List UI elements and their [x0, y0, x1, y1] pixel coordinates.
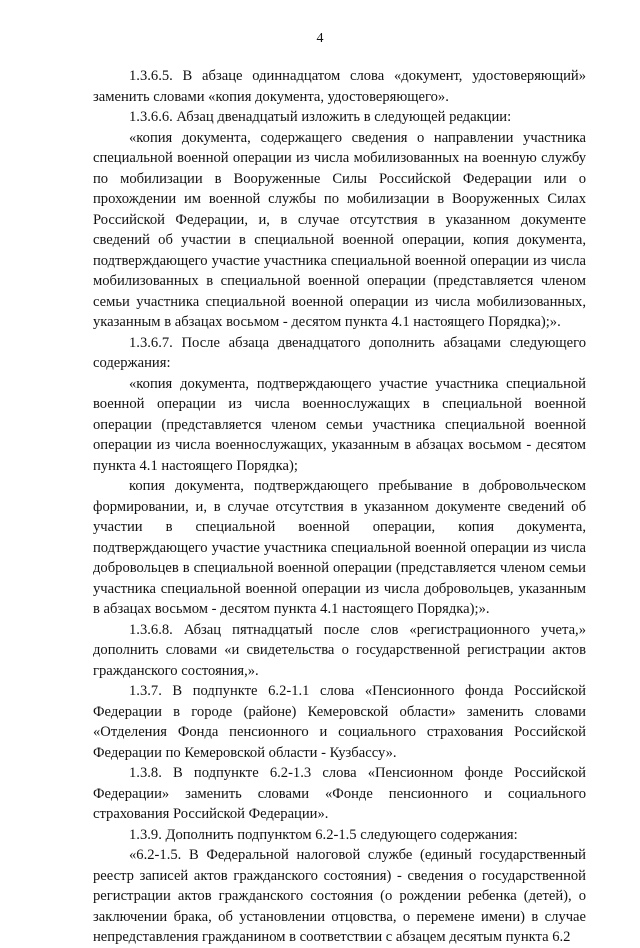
paragraph-quote-mobilized: «копия документа, содержащего сведения о направлении участника специальной военной операции из числа мобилизованных на военную службу по мобилизации в Вооруженные Силы Российской Федерации или о прохождении им военной службы по мобилизации в Вооруженных Силах Российской Федерации, и, в случае отсутствия в указанном документе сведений об участии в специальной военной операции, копия документа, подтверждающего участие участника специальной военной операции из числа мобилизованных в специальной военной операции (представляется членом семьи участника специальной военной операции из числа мобилизованных, указанным в абзацах восьмом - десятом пункта 4.1 настоящего Порядка);».	[93, 129, 586, 330]
paragraph-1-3-7: 1.3.7. В подпункте 6.2-1.1 слова «Пенсионного фонда Российской Федерации в городе (районе) Кемеровской области» заменить словами «Отделения Фонда пенсионного и социального страхования Российской Федерации по Кемеровской области - Кузбассу».	[93, 683, 586, 761]
paragraph-1-3-6-7: 1.3.6.7. После абзаца двенадцатого дополнить абзацами следующего содержания:	[93, 334, 586, 371]
paragraph-quote-volunteers: копия документа, подтверждающего пребывание в добровольческом формировании, и, в случае отсутствия в указанном документе сведений об участии в специальной военной операции, копия документа, подтверждающего участие участника специальной военной операции из числа добровольцев в специальной военной операции (представляется членом семьи участника специальной военной операции из числа добровольцев, указанным в абзацах восьмом - десятом пункта 4.1 настоящего Порядка);».	[93, 478, 586, 617]
paragraph-quote-servicemen: «копия документа, подтверждающего участие участника специальной военной операции из числа военнослужащих в специальной военной операции (представляется членом семьи участника специальной военной операции из числа военнослужащих, указанным в абзацах восьмом - десятом пункта 4.1 настоящего Порядка);	[93, 375, 586, 474]
document-body	[93, 66, 586, 948]
paragraph-1-3-6-6: 1.3.6.6. Абзац двенадцатый изложить в следующей редакции:	[129, 109, 512, 125]
paragraph-1-3-6-5: 1.3.6.5. В абзаце одиннадцатом слова «документ, удостоверяющий» заменить словами «копия документа, удостоверяющего».	[93, 68, 586, 105]
paragraph-1-3-9: 1.3.9. Дополнить подпунктом 6.2-1.5 следующего содержания:	[129, 826, 518, 843]
page-number: 4	[316, 31, 324, 46]
paragraph-1-3-8: 1.3.8. В подпункте 6.2-1.3 слова «Пенсионном фонде Российской Федерации» заменить словами «Фонде пенсионного и социального страхования Российской Федерации».	[93, 765, 586, 822]
paragraph-1-3-6-8: 1.3.6.8. Абзац пятнадцатый после слов «регистрационного учета,» дополнить словами «и свидетельства о государственной регистрации актов гражданского состояния,».	[93, 621, 586, 679]
paragraph-6-2-1-5: «6.2-1.5. В Федеральной налоговой службе (единый государственный реестр записей актов гражданского состояния) - сведения о государственной регистрации актов гражданского состояния (о рождении ребенка (детей), о заключении брака, об установлении отцовства, о перемене имени) в случае непредставления гражданином в соответствии с абзацем десятым пункта 6.2	[93, 847, 586, 945]
